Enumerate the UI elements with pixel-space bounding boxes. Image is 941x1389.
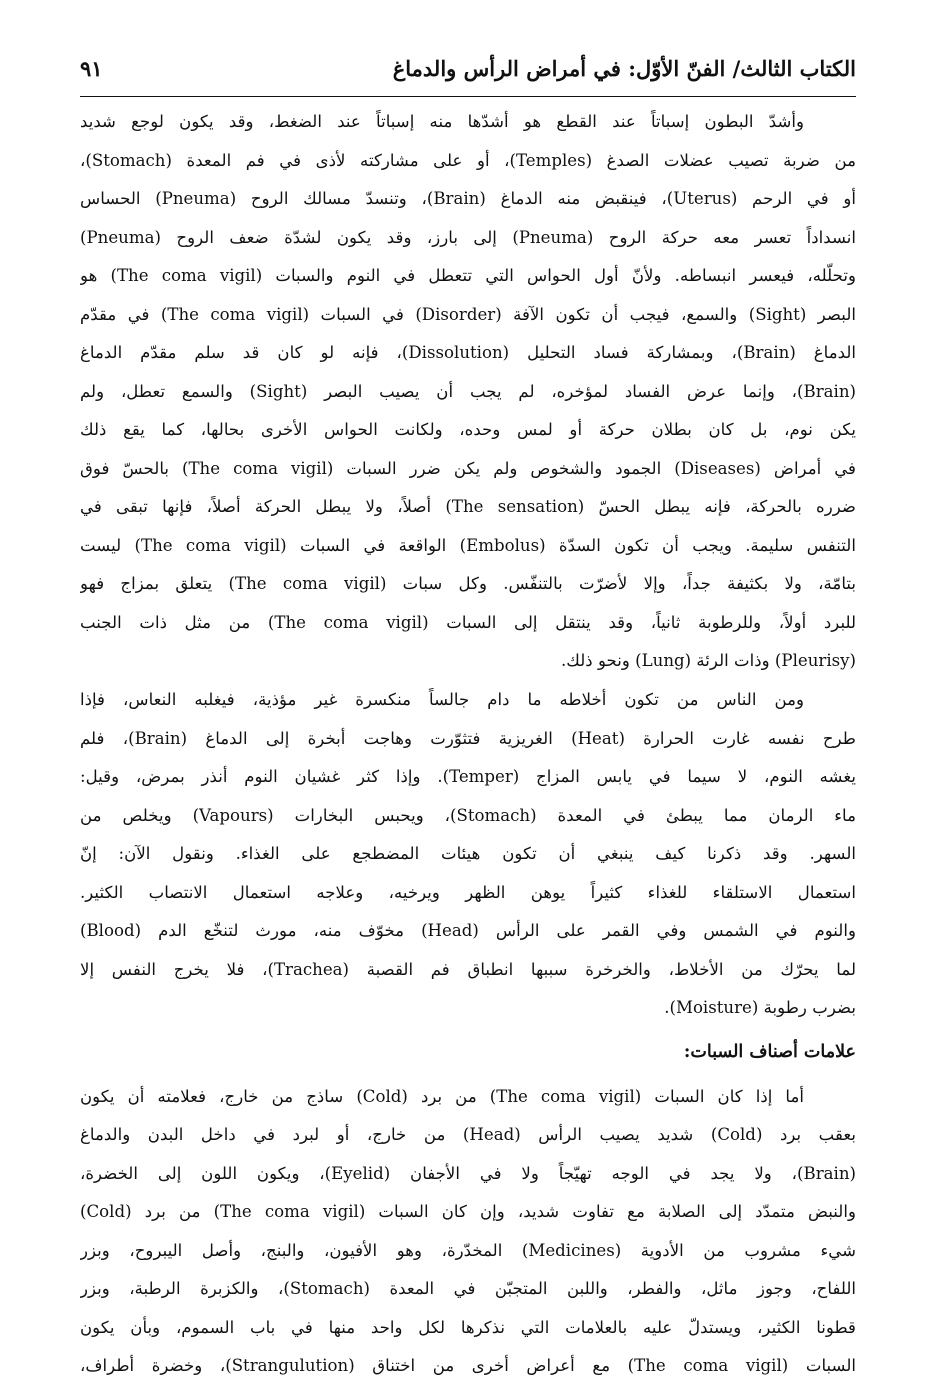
text-line: السبات (The coma vigil) مع أعراض أخرى من اختناق (Strangulution)، وخضرة أطراف،	[80, 1356, 856, 1375]
text-line: بضرب رطوبة (Moisture).	[664, 998, 856, 1017]
text-line: (Brain)، ولا يجد في الوجه تهيّجاً ولا في الأجفان (Eyelid)، ويكون اللون إلى الخضرة،	[80, 1163, 856, 1183]
text-line: استعمال الاستلقاء للغذاء كثيراً يوهن الظهر ويرخيه، وعلاجه استعمال الانتصاب الكثير.	[80, 882, 856, 902]
text-line: لما يحرّك من الأخلاط، والخرخرة سببها انطباق فم القصبة (Trachea)، فلا يخرج النفس إلا	[80, 959, 856, 979]
text-line: للبرد أولاً، وللرطوبة ثانياً، وقد ينتقل إلى السبات (The coma vigil) من مثل ذات الجنب	[80, 612, 856, 632]
paragraph-3	[80, 1078, 856, 1386]
header-rule	[80, 96, 856, 97]
running-title: الكتاب الثالث/ الفنّ الأوّل: في أمراض الرأس والدماغ	[392, 56, 856, 81]
text-line: انسداداً تعسر معه حركة الروح (Pneuma) إلى بارز، وقد يكون لشدّة ضعف الروح (Pneuma)	[80, 227, 856, 247]
text-line: الدماغ (Brain)، وبمشاركة فساد التحليل (Dissolution)، فإنه لو كان قد سلم مقدّم الدماغ	[80, 343, 856, 362]
text-line: (Brain)، وإنما عرض الفساد لمؤخره، لم يجب أن يصيب البصر (Sight) والسمع تعطل، ولم	[80, 381, 856, 401]
text-line: البصر (Sight) والسمع، فيجب أن تكون الآفة (Disorder) في السبات (The coma vigil) في مقدّم	[80, 304, 856, 324]
text-line: وأشدّ البطون إسباتاً عند القطع هو أشدّها منه إسباتاً عند الضغط، وقد يكون لوجع شديد	[80, 112, 804, 131]
text-line: والنبض متمدّد إلى الصلابة مع تفاوت شديد، وإن كان السبات (The coma vigil) من برد (Cold)	[80, 1202, 856, 1221]
text-line: السهر. وقد ذكرنا كيف ينبغي أن تكون هيئات المضطجع على الغذاء. ونقول الآن: إنّ	[80, 844, 856, 863]
text-line: ماء الرمان مما يبطئ في المعدة (Stomach)، ويحبس البخارات (Vapours) ويخلص من	[80, 805, 856, 825]
text-line: بتامّة، ولا بكثيفة جداً، وإلا لأضرّت بالتنفّس. وكل سبات (The coma vigil) يتعلق بمزاج فهو	[80, 574, 856, 593]
text-line: ومن الناس من تكون أخلاطه ما دام جالساً منكسرة غير مؤذية، فيغلبه النعاس، فإذا	[80, 690, 804, 709]
paragraph-2	[80, 681, 856, 1028]
text-line: ضرره بالحركة، فإنه يبطل الحسّ (The sensation) أصلاً، ولا يبطل الحركة أصلاً، فإنها تبقى في	[80, 497, 856, 516]
text-line: شيء مشروب من الأدوية (Medicines) المخدّرة، وهو الأفيون، والبنج، وأصل اليبروح، وبزر	[80, 1240, 856, 1260]
text-line: والنوم في الشمس وفي القمر على الرأس (Head) مخوّف منه، مورث لتنخّع الدم (Blood)	[80, 921, 856, 940]
text-line: (Pleurisy) وذات الرئة (Lung) ونحو ذلك.	[560, 651, 856, 670]
text-line: أو في الرحم (Uterus)، فينقبض منه الدماغ (Brain)، وتنسدّ مسالك الروح (Pneuma) الحساس	[80, 189, 856, 208]
body-text	[80, 103, 856, 1386]
text-line: أما إذا كان السبات (The coma vigil) من برد (Cold) ساذج من خارج، فعلامته أن يكون	[80, 1086, 804, 1106]
paragraph-1	[80, 103, 856, 681]
text-line: يغشه النوم، لا سيما في يابس المزاج (Temper). وإذا كثر غشيان النوم أنذر بمرض، وقيل:	[80, 767, 856, 786]
text-line: طرح نفسه غارت الحرارة (Heat) الغريزية فتثوّرت وهاجت أبخرة إلى الدماغ (Brain)، فلم	[80, 728, 856, 748]
text-line: بعقب برد (Cold) شديد يصيب الرأس (Head) من خارج، أو لبرد في داخل البدن والدماغ	[80, 1125, 856, 1144]
section-heading: علامات أصناف السبات:	[683, 1041, 856, 1062]
text-line: التنفس سليمة. ويجب أن تكون السدّة (Embolus) الواقعة في السبات (The coma vigil) ليست	[80, 535, 856, 555]
page-header	[80, 52, 856, 96]
page-number: ٩١	[80, 56, 103, 81]
text-line: في أمراض (Diseases) الجمود والشخوص ولم يكن ضرر السبات (The coma vigil) بالحسّ فوق	[80, 458, 856, 478]
text-line: من ضربة تصيب عضلات الصدغ (Temples)، أو على مشاركته لأذى في فم المعدة (Stomach)،	[80, 150, 856, 170]
text-line: قطونا الكثير، ويستدلّ عليه بالعلامات التي نذكرها لكل واحد منها في باب السموم، وبأن يكون	[80, 1317, 856, 1337]
text-line: وتحلّله، فيعسر انبساطه. ولأنّ أول الحواس التي تتعطل في النوم والسبات (The coma vigil) هو	[80, 266, 856, 285]
text-line: يكن نوم، بل كان بطلان حركة أو لمس وحده، ولكانت الحواس الأخرى بحالها، كما يقع ذلك	[80, 420, 856, 439]
text-line: اللفاح، وجوز ماثل، والفطر، واللبن المتجبّن في المعدة (Stomach)، والكزبرة الرطبة، وبزر	[80, 1279, 856, 1298]
